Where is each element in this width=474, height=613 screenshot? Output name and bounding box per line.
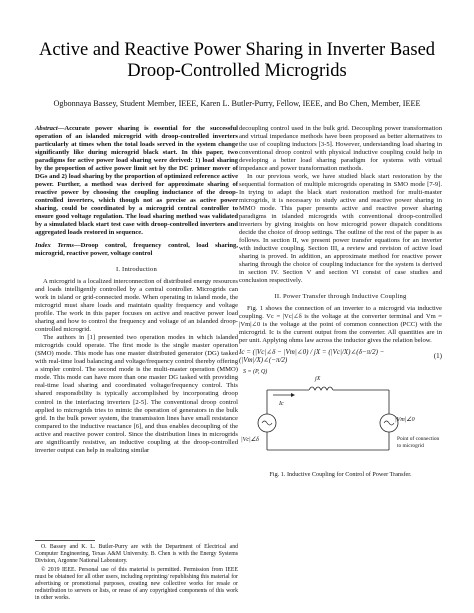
footnote	[35, 540, 238, 604]
abstract	[35, 125, 238, 237]
paper-title	[0, 40, 474, 82]
ac-symbol-left	[262, 421, 272, 425]
index-terms-lead: Index Terms	[35, 242, 74, 250]
pcc-label: Point of connection to microgrid	[397, 436, 440, 450]
vm-label: |Vm|∠0	[395, 417, 415, 424]
equation-1-body: Ic = (|Vc|∠δ − |Vm|∠0) / jX = (|Vc|/X)∠(δ−π/2) − (|Vm|/X)∠(−π/2)	[239, 348, 385, 365]
figure-1-caption: Fig. 1. Inductive Coupling for Control of Power Transfer.	[269, 471, 412, 479]
index-terms	[35, 242, 238, 258]
equation-1-number: (1)	[433, 352, 442, 361]
figure-1	[239, 366, 442, 470]
ac-symbol-right	[384, 421, 394, 425]
inductor-symbol	[309, 387, 333, 390]
right-paragraph-2: In our previous work, we have studied black start restoration by the sequential formation of multiple microgrids operating in SMO mode [7-9]. In trying to adapt the black start restoration method for multi-master microgrids, it is necessary to study active and reactive power sharing in MMO mode. This paper presents active and reactive power sharing paradigms in islanded microgrids with conventional droop-controlled inverters by giving insights on how microgrid power dispatch conditions decide the choice of droop settings. The outline of the rest of the paper is as follows. In section II, we present power transfer equations for an inverter with inductive coupling. Section III, a review and revision of active load sharing is proved. In addition, an approximate method for reactive power sharing through the choice of coupling inductance for the system is derived in section IV. Section V and section VI consist of case studies and conclusion respectively.	[239, 173, 442, 285]
section-heading-introduction: I. Introduction	[115, 266, 158, 274]
footnote-affiliation: O. Bassey and K. L. Butler-Purry are with the Department of Electrical and Computer Engineering, Texas A&M University. B. Chen is with the Energy Systems Division, Argonne National Laboratory.	[35, 544, 238, 565]
intro-paragraph-2: The authors in [1] presented two operation modes in which islanded microgrids could operate. The first mode is the single master operation (SMO) mode. This mode has one master distributed generator (DG) tasked with real-time load balancing and voltage/frequency control thereby offering a simpler control. The second mode is the multi-master operation (MMO) mode. This mode can have more than one master DG tasked with providing real-time load sharing and coordinated voltage/frequency control. This shared responsibility is typically accomplished by incorporating droop control in the interfacing inverters [2-5]. The conventional droop control applied to microgrids tries to mimic the operation of generators in the bulk grid. In the bulk power system, the transmission lines have small resistance compared to the inductive reactance [6], and thus enables decoupling of the active and reactive power control. Since the distribution lines in microgrids are significantly resistive, an inductive coupling at the droop-controlled inverter output can help in realizing similar	[35, 334, 238, 454]
equation-1	[239, 348, 442, 364]
intro-paragraph-1: A microgrid is a localized interconnection of distributed energy resources and loads intelligently controlled by a central controller. Microgrids can work in island or grid-connected mode. When operating in island mode, the microgrid must share loads and maintain quality frequency and voltage profile. The work in this paper focuses on active and reactive power load sharing and how to control the frequency and voltage of an islanded droop-controlled microgrid.	[35, 278, 238, 334]
footnote-copyright: © 2019 IEEE. Personal use of this material is permitted. Permission from IEEE must be obtained for all other users, including reprinting/ republishing this material for advertising or promotional purposes, creating new collective works for resale or redistribution to servers or lists, or reuse of any copyrighted components of this work in other works.	[35, 567, 238, 602]
reactance-label: jX	[315, 376, 321, 383]
title-line-1: Active and Reactive Power Sharing in Inverter Based	[38, 40, 436, 60]
current-arrowhead	[291, 393, 295, 397]
author-list: Ogbonnaya Bassey, Student Member, IEEE, Karen L. Butler-Purry, Fellow, IEEE, and Bo Chen, Member, IEEE	[53, 99, 421, 108]
current-label: Ic	[279, 401, 284, 408]
footnote-rule	[35, 540, 95, 541]
index-terms-text: —Droop control, frequency control, load sharing, microgrid, reactive power, voltage control	[35, 242, 238, 258]
abstract-text: —Accurate power sharing is essential for the successful operation of an islanded microgrid with droop-controlled inverters particularly at times when the total loads served in the system change significantly like during microgrid black start. In this paper, two paradigms for active power load sharing were derived: 1) load sharing by the proportion of active power limit set by the DC primer mover of DGs and 2) load sharing by the proportion of optimized reference active power. Further, a method was derived for approximate sharing of reactive power by choosing the coupling inductance of the droop-controlled inverters, which though not as precise as active power sharing, could be coordinated by a microgrid central controller to ensure good voltage regulation. The load sharing method was validated by a simulated black start test case with droop-controlled inverters and aggregated loads restored in sequence.	[35, 125, 238, 237]
title-line-2: Droop-Controlled Microgrids	[127, 61, 347, 81]
right-column	[239, 125, 442, 479]
left-column	[35, 125, 238, 455]
right-paragraph-3: Fig. 1 shows the connection of an inverter to a microgrid via inductive coupling. Vc = |Vc|∠δ is the voltage at the converter terminal and Vm = |Vm|∠0 is the voltage at the point of common connection (PCC) with the microgrid. Ic is the current output from the converter. All quantities are in per unit. Applying ohms law across the inductor gives the relation below.	[239, 305, 442, 345]
section-heading-power-transfer: II. Power Transfer through Inductive Coupling	[274, 293, 407, 301]
right-paragraph-1: decoupling control used in the bulk grid. Decoupling power transformation and virtual impedance methods have been proposed as better alternatives to the use of coupling inductors [3-5]. However, understanding load sharing in conventional droop control with physical inductive coupling could help in developing a better load sharing paradigm for systems with virtual impedance and power transformation methods.	[239, 125, 442, 173]
abstract-lead: Abstract	[35, 125, 58, 132]
vc-label: |Vc|∠δ	[241, 437, 259, 444]
power-label: S = (P, Q)	[243, 369, 268, 376]
